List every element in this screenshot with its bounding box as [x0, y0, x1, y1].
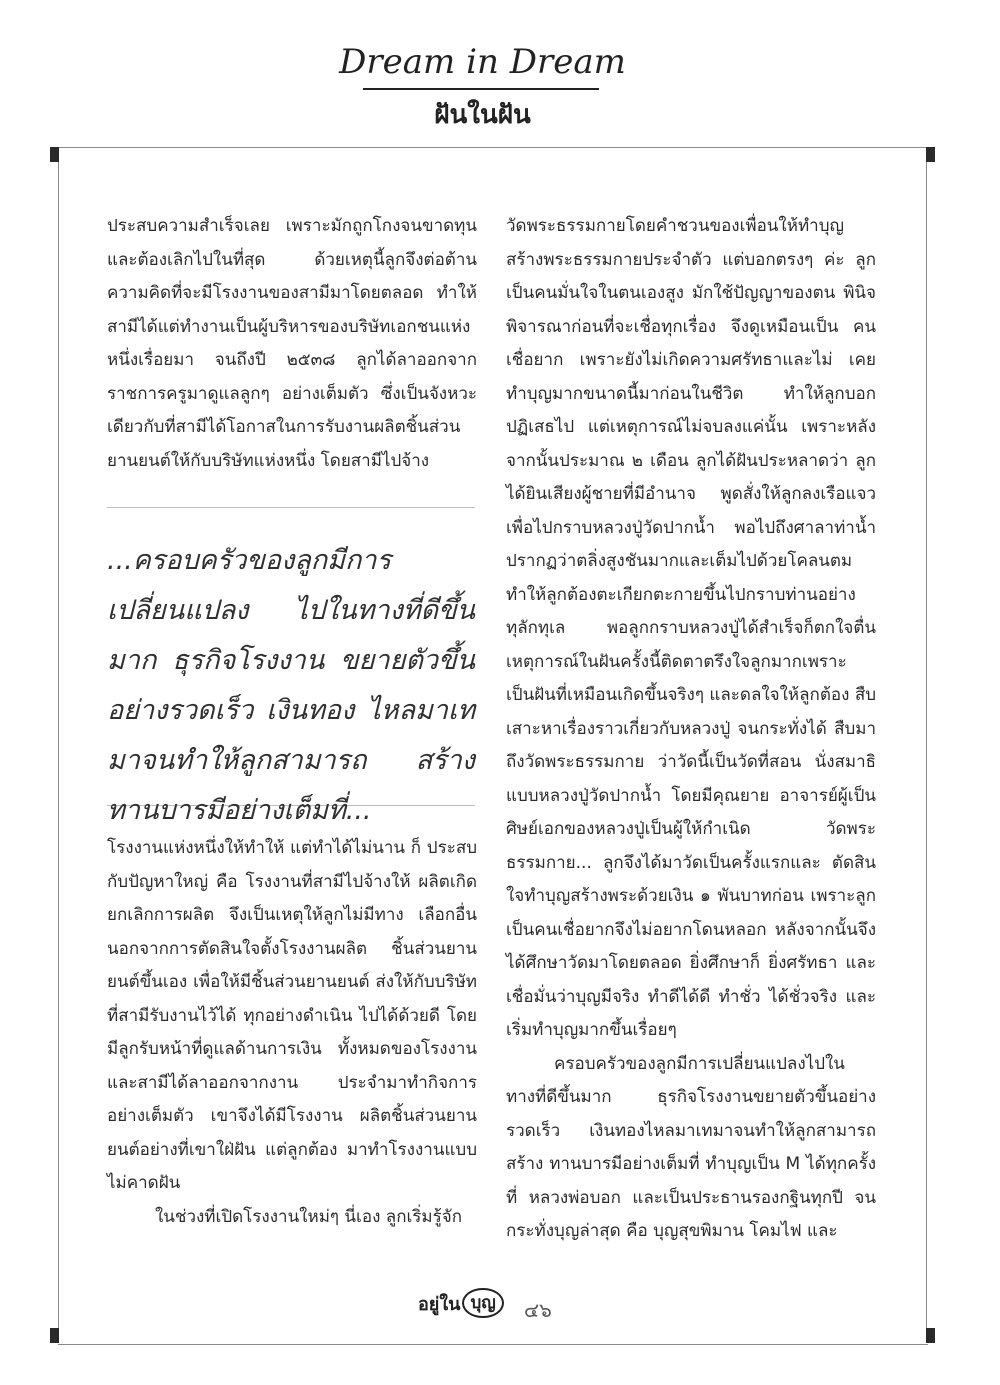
- page-footer: [0, 1288, 1000, 1328]
- title-underline: [363, 88, 599, 90]
- logo-circle-text: บุญ: [462, 1288, 503, 1318]
- logo-text: อยู่ใน: [418, 1293, 461, 1315]
- magazine-logo: [418, 1288, 504, 1318]
- right-column: [506, 210, 876, 1249]
- left-paragraph-2: โรงงานแห่งหนึ่งให้ทำให้ แต่ทำได้ไม่นาน ก็ ประสบกับปัญหาใหญ่ คือ โรงงานที่สามีไปจ้างให้ ผลิตเกิดยกเลิกการผลิต จึงเป็นเหตุให้ลูกไม่มีทาง เลือกอื่น นอกจากการตัดสินใจตั้งโรงงานผลิต ชิ้นส่วนยานยนต์ขึ้นเอง เพื่อให้มีชิ้นส่วนยานยนต์ ส่งให้กับบริษัทที่สามีรับงานไว้ได้ ทุกอย่างดำเนิน ไปได้ด้วยดี โดยมีลูกรับหน้าที่ดูแลด้านการเงิน ทั้งหมดของโรงงาน และสามีได้ลาออกจากงาน ประจำมาทำกิจการอย่างเต็มตัว เขาจึงได้มีโรงงาน ผลิตชิ้นส่วนยานยนต์อย่างที่เขาใฝ่ฝัน แต่ลูกต้อง มาทำโรงงานแบบไม่คาดฝัน: [107, 838, 477, 1193]
- frame-corner-bottom-right: [926, 1328, 935, 1343]
- page-number: ๔๖: [524, 1298, 552, 1322]
- right-paragraph-2: ครอบครัวของลูกมีการเปลี่ยนแปลงไปใน ทางที่ดีขึ้นมาก ธุรกิจโรงงานขยายตัวขึ้นอย่างรวดเร็ว เงินทองไหลมาเทมาจนทำให้ลูกสามารถสร้าง ทานบารมีอย่างเต็มที่ ทำบุญเป็น M ได้ทุกครั้งที่ หลวงพ่อบอก และเป็นประธานรองกฐินทุกปี จน กระทั่งบุญล่าสุด คือ บุญสุขพิมาน โคมไฟ และ: [506, 1053, 876, 1241]
- right-paragraph-1: วัดพระธรรมกายโดยคำชวนของเพื่อนให้ทำบุญ สร้างพระธรรมกายประจำตัว แต่บอกตรงๆ ค่ะ ลูกเป็นคนมั่นใจในตนเองสูง มักใช้ปัญญาของตน พินิจพิจารณาก่อนที่จะเชื่อทุกเรื่อง จึงดูเหมือนเป็น คนเชื่อยาก เพราะยังไม่เกิดความศรัทธาและไม่ เคยทำบุญมากขนาดนี้มาก่อนในชีวิต ทำให้ลูกบอก ปฏิเสธไป แต่เหตุการณ์ไม่จบลงแค่นั้น เพราะหลัง จากนั้นประมาณ ๒ เดือน ลูกได้ฝันประหลาดว่า ลูก ได้ยินเสียงผู้ชายที่มีอำนาจ พูดสั่งให้ลูกลงเรือแจว เพื่อไปกราบหลวงปู่วัดปากน้ำ พอไปถึงศาลาท่าน้ำ ปรากฏว่าตลิ่งสูงชันมากและเต็มไปด้วยโคลนตม ทำให้ลูกต้องตะเกียกตะกายขึ้นไปกราบท่านอย่าง ทุลักทุเล พอลูกกราบหลวงปู่ได้สำเร็จก็ตกใจตื่น เหตุการณ์ในฝันครั้งนี้ติดตาตรึงใจลูกมากเพราะ เป็นฝันที่เหมือนเกิดขึ้นจริงๆ และดลใจให้ลูกต้อง สืบเสาะหาเรื่องราวเกี่ยวกับหลวงปู่ จนกระทั่งได้ สืบมาถึงวัดพระธรรมกาย ว่าวัดนี้เป็นวัดที่สอน นั่งสมาธิแบบหลวงปู่วัดปากน้ำ โดยมีคุณยาย อาจารย์ผู้เป็นศิษย์เอกของหลวงปู่เป็นผู้ให้กำเนิด วัดพระธรรมกาย... ลูกจึงได้มาวัดเป็นครั้งแรกและ ตัดสินใจทำบุญสร้างพระด้วยเงิน ๑ พันบาทก่อน เพราะลูกเป็นคนเชื่อยากจึงไม่อยากโดนหลอก หลังจากนั้นจึงได้ศึกษาวัดมาโดยตลอด ยิ่งศึกษาก็ ยิ่งศรัทธา และเชื่อมั่นว่าบุญมีจริง ทำดีได้ดี ทำชั่ว ได้ชั่วจริง และเริ่มทำบุญมากขึ้นเรื่อยๆ: [506, 216, 876, 1040]
- frame-corner-top-left: [50, 147, 59, 162]
- pull-quote: [107, 507, 475, 826]
- pull-quote-text: ...ครอบครัวของลูกมีการเปลี่ยนแปลง ไปในทางที่ดีขึ้นมาก ธุรกิจโรงงาน ขยายตัวขึ้นอย่างรวดเร็ว เงินทอง ไหลมาเทมาจนทำให้ลูกสามารถ สร้างทานบารมีอย่างเต็มที่...: [107, 545, 475, 826]
- page-title-english: Dream in Dream: [339, 42, 626, 82]
- left-column-lower: [107, 832, 477, 1234]
- left-paragraph-3: ในช่วงที่เปิดโรงงานใหม่ๆ นี่เอง ลูกเริ่มรู้จัก: [155, 1206, 463, 1227]
- frame-left-line: [58, 162, 59, 1328]
- left-paragraph-1: ประสบความสำเร็จเลย เพราะมักถูกโกงจนขาดทุน และต้องเลิกไปในที่สุด ด้วยเหตุนี้ลูกจึงต่อต้าน ความคิดที่จะมีโรงงานของสามีมาโดยตลอด ทำให้ สามีได้แต่ทำงานเป็นผู้บริหารของบริษัทเอกชนแห่ง หนึ่งเรื่อยมา จนถึงปี ๒๕๓๘ ลูกได้ลาออกจาก ราชการครูมาดูแลลูกๆ อย่างเต็มตัว ซึ่งเป็นจังหวะ เดียวกับที่สามีได้โอกาสในการรับงานผลิตชิ้นส่วน ยานยนต์ให้กับบริษัทแห่งหนึ่ง โดยสามีไปจ้าง: [107, 216, 477, 471]
- left-column: [107, 210, 477, 478]
- frame-corner-top-right: [926, 147, 935, 162]
- frame-right-line: [926, 162, 927, 1328]
- frame-corner-bottom-left: [50, 1328, 59, 1343]
- page-title-thai: ฝันในฝัน: [434, 100, 531, 130]
